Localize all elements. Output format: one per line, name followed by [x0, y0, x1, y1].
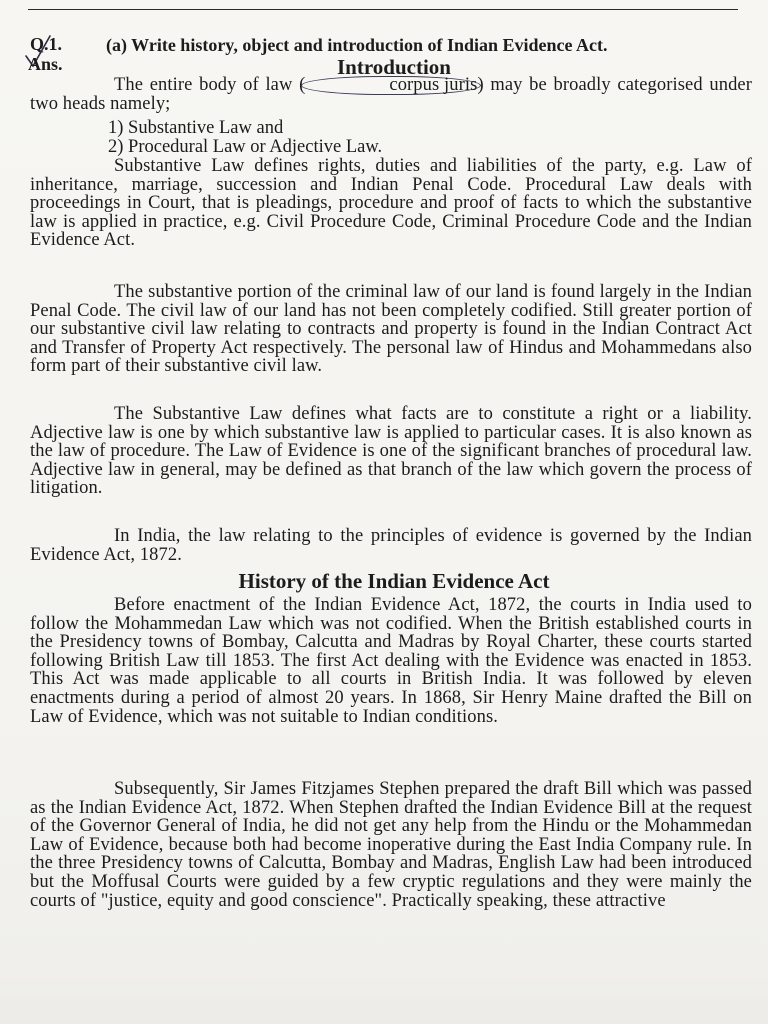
question-number: Q.1. — [30, 34, 63, 54]
intro-p1-after: ) may be broadly categorised under two heads namely; — [30, 75, 752, 114]
history-paragraph-2: Subsequently, Sir James Fitzjames Stephen prepared the draft Bill which was passed as the Indian Evidence Act, 1872. When Stephen drafted the Indian Evidence Bill at the request of the Governor General of India, he did not get any help from the Hindu or the Mohammedan Law of Evidence, because both had become inoperative during the East India Company rule. In the three Presidency towns of Calcutta, Bombay and Madras, English Law had been introduced but the Moffusal Courts were guided by a few cryptic regulations and they were mainly the courts of "justice, equity and good conscience". Practically speaking, these attractive — [30, 779, 752, 911]
list-item-substantive: 1) Substantive Law and — [108, 118, 284, 138]
history-paragraph-1: Before enactment of the Indian Evidence Act, 1872, the courts in India used to follow the Mohammedan Law which was not codified. When the British established courts in the Presidency towns of Bombay, Calcutta and Madras by Royal Charter, these courts started following British Law till 1853. The first Act dealing with the Evidence was enacted in 1853. This Act was made applicable to all courts in British India. It was followed by eleven enactments during a period of almost 20 years. In 1868, Sir Henry Maine drafted the Bill on Law of Evidence, which was not suitable to Indian conditions. — [30, 595, 752, 727]
intro-paragraph-5: In India, the law relating to the principles of evidence is governed by the Indian Evidence Act, 1872. — [30, 526, 752, 565]
top-rule — [28, 9, 738, 10]
question-text: (a) Write history, object and introduction of Indian Evidence Act. — [106, 35, 608, 55]
list-item-procedural: 2) Procedural Law or Adjective Law. — [108, 137, 383, 157]
history-heading: History of the Indian Evidence Act — [238, 569, 550, 593]
intro-paragraph-4: The Substantive Law defines what facts are to constitute a right or a liability. Adjective law is one by which substantive law is applied to particular cases. It is also known as the law of procedure. The Law of Evidence is one of the significant branches of procedural law. Adjective law in general, may be defined as that branch of the law which govern the process of litigation. — [30, 404, 752, 499]
introduction-heading: Introduction — [337, 55, 451, 79]
intro-paragraph-3: The substantive portion of the criminal law of our land is found largely in the Indian Penal Code. The civil law of our land has not been completely codified. Still greater portion of our substantive civil law relating to contracts and property is found in the Indian Contract Act and Transfer of Property Act respectively. The personal law of Hindus and Mohammedans also form part of their substantive civil law. — [30, 282, 752, 377]
corpus-juris-circled-text: corpus juris — [301, 76, 481, 95]
intro-paragraph-2: Substantive Law defines rights, duties and liabilities of the party, e.g. Law of inheritance, marriage, succession and Indian Penal Code. Procedural Law deals with proceedings in Court, that is pleadings, procedure and proof of facts to which the substantive law is applied in practice, e.g. Civil Procedure Code, Criminal Procedure Code and the Indian Evidence Act. — [30, 156, 752, 251]
page-bottom-shading — [0, 976, 768, 1024]
intro-p1-before: The entire body of law ( — [114, 75, 306, 95]
answer-label: Ans. — [28, 54, 63, 74]
intro-paragraph-1 — [30, 76, 752, 113]
